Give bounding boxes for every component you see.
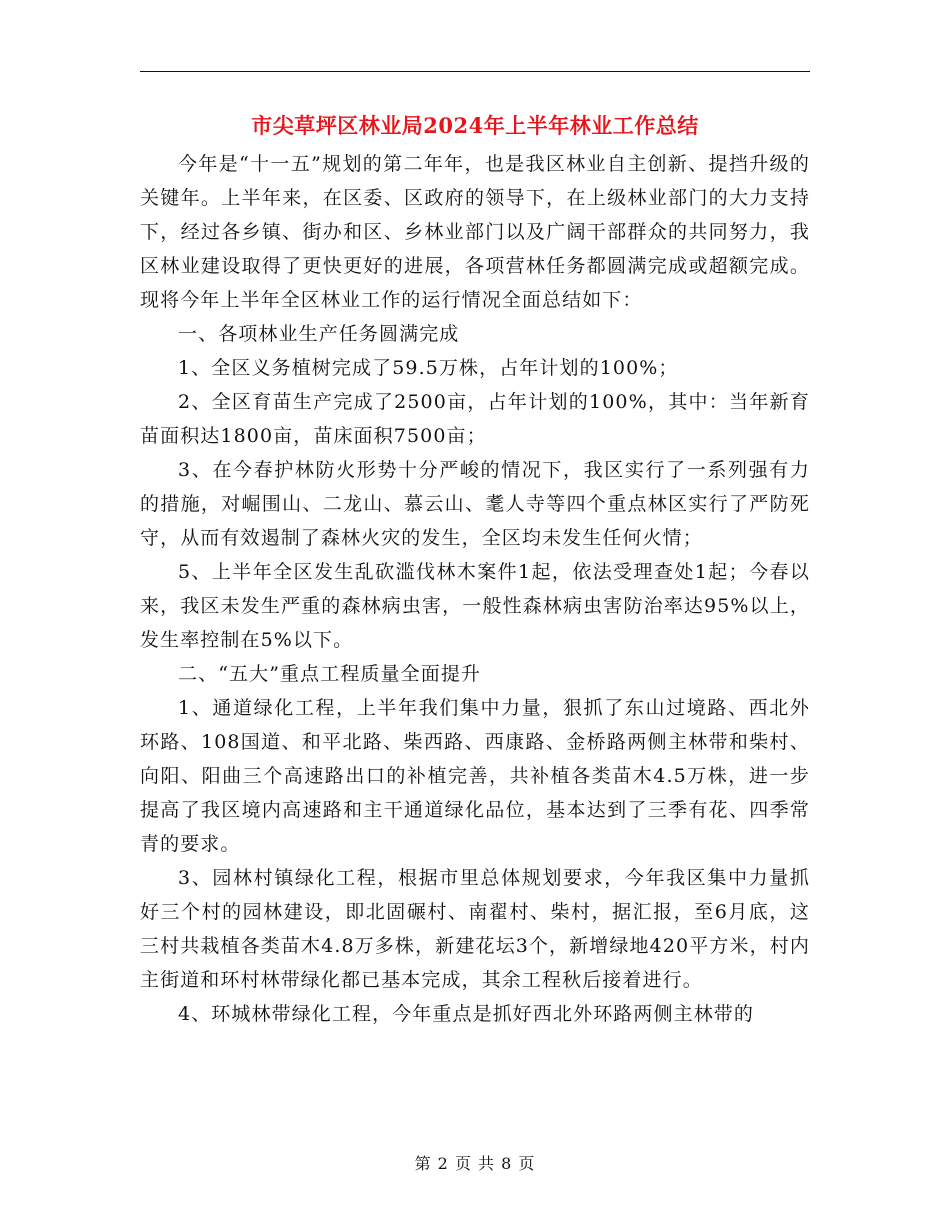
- paragraph-item: 5、上半年全区发生乱砍滥伐林木案件1起，依法受理查处1起；今春以来，我区未发生严重的森林病虫害，一般性森林病虫害防治率达95%以上，发生率控制在5%以下。: [140, 561, 810, 651]
- section-heading-1: 一、各项林业生产任务圆满完成: [178, 323, 460, 345]
- paragraph-item: 2、全区育苗生产完成了2500亩，占年计划的100%，其中：当年新育苗面积达1800亩，苗床面积7500亩；: [140, 391, 810, 447]
- paragraph-item: 1、全区义务植树完成了59.5万株，占年计划的100%；: [178, 357, 679, 379]
- document-title: 市尖草坪区林业局2024年上半年林业工作总结: [251, 113, 699, 138]
- paragraph-item: 1、通道绿化工程，上半年我们集中力量，狠抓了东山过境路、西北外环路、108国道、和平北路、柴西路、西康路、金桥路两侧主林带和柴村、向阳、阳曲三个高速路出口的补植完善，共补植各类苗木4.5万株，进一步提高了我区境内高速路和主干通道绿化品位，基本达到了三季有花、四季常青的要求。: [140, 697, 810, 855]
- paragraph-intro: 今年是“十一五”规划的第二年年，也是我区林业自主创新、提挡升级的关键年。上半年来，在区委、区政府的领导下，在上级林业部门的大力支持下，经过各乡镇、街办和区、乡林业部门以及广阔干部群众的共同努力，我区林业建设取得了更快更好的进展，各项营林任务都圆满完成或超额完成。现将今年上半年全区林业工作的运行情况全面总结如下：: [140, 153, 810, 311]
- paragraph-item: 3、在今春护林防火形势十分严峻的情况下，我区实行了一系列强有力的措施，对崛围山、二龙山、慕云山、耄人寺等四个重点林区实行了严防死守，从而有效遏制了森林火灾的发生，全区均未发生任何火情；: [140, 459, 810, 549]
- header-rule: [140, 71, 810, 72]
- paragraph-item: 4、环城林带绿化工程，今年重点是抓好西北外环路两侧主林带的: [178, 1003, 754, 1025]
- section-heading-2: 二、“五大”重点工程质量全面提升: [178, 663, 482, 685]
- page-number-footer: 第 2 页 共 8 页: [414, 1154, 536, 1173]
- document-body: [140, 147, 810, 1031]
- paragraph-item: 3、园林村镇绿化工程，根据市里总体规划要求，今年我区集中力量抓好三个村的园林建设，即北固碾村、南翟村、柴村，据汇报，至6月底，这三村共栽植各类苗木4.8万多株，新建花坛3个，新增绿地420平方米，村内主街道和环村林带绿化都已基本完成，其余工程秋后接着进行。: [140, 867, 810, 991]
